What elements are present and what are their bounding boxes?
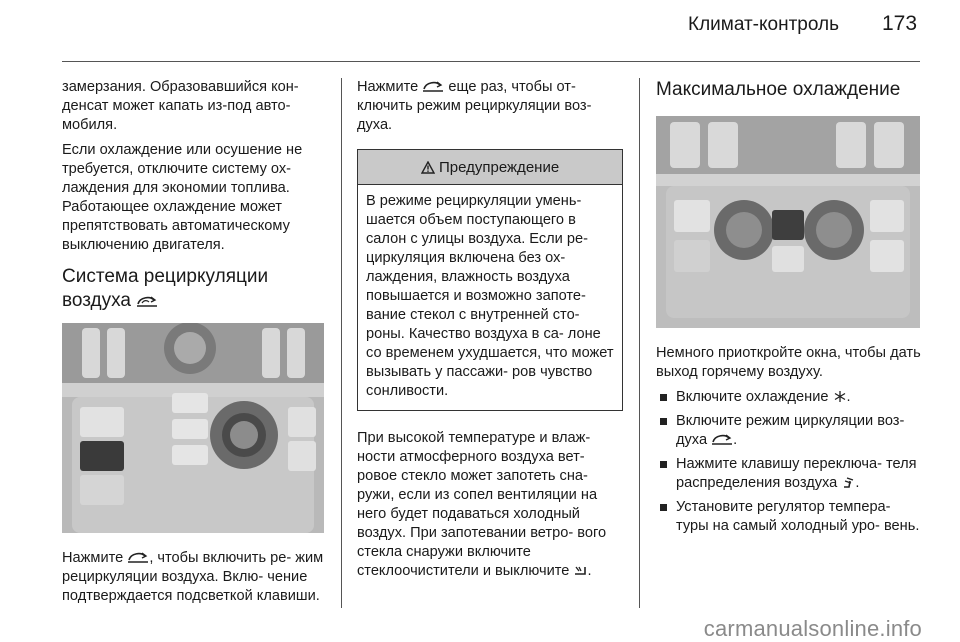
text: . [733,432,738,448]
windscreen-air-icon [573,564,587,577]
list-item [656,498,924,536]
text: Нажмите [357,79,419,95]
column-left [62,78,324,612]
section-heading-recirculation [62,265,324,313]
text: При высокой температуре и влаж- ности атмосферного воздуха вет- ровое стекло может запотеть сна- ружи, если из сопел вентиляции на него будет подаваться холодный воздух. При запотевании ветро- вого стекла снаружи включите стеклоочистители и выключите [357,430,607,579]
text: Нажмите клавишу переключа- теля распределения воздуха [676,456,917,491]
list-item [656,412,924,450]
column-divider [639,78,640,608]
text: Включите охлаждение [676,389,829,405]
column-middle [357,78,623,587]
page-number: 173 [882,12,918,35]
bullet [660,461,667,468]
text: Нажмите [62,550,124,566]
watermark [0,616,960,642]
text: Установите регулятор темпера- туры на самый холодный уро- вень. [676,499,920,534]
column-divider [341,78,342,608]
list-item [656,388,924,407]
paragraph [62,549,324,606]
snowflake-ac-icon [833,390,847,403]
heading-text: Система рециркуляции воздуха [62,266,269,311]
warning-header [358,150,622,185]
section-heading-max-cooling: Максимальное охлаждение [656,79,901,100]
watermark-text: carmanualsonline.info [703,616,922,641]
recirculation-icon [127,551,149,563]
paragraph: замерзания. Образовавшийся кон- денсат может капать из-под авто- мобиля. [62,79,299,133]
climate-panel-photo [656,116,920,328]
air-distribution-icon [841,476,855,489]
column-right [656,78,924,541]
paragraph [357,78,623,135]
warning-box [357,149,623,411]
list-item [656,455,924,493]
paragraph: Немного приоткройте окна, чтобы дать выход горячему воздуху. [656,345,921,380]
warning-title: Предупреждение [439,159,560,176]
header-title: Климат-контроль [688,14,839,35]
recirculation-icon [136,295,158,307]
text: . [587,563,592,579]
text: . [846,389,851,405]
paragraph [357,429,623,581]
bullet [660,504,667,511]
text: . [855,475,860,491]
text: , чтобы включить ре- жим рециркуляции воздуха. Вклю- чение подтверждается подсветкой клавиши. [62,550,324,604]
text: Включите режим циркуляции воз- духа [676,413,905,448]
header-divider [62,61,920,62]
climate-panel-photo [62,323,324,533]
recirculation-icon [422,80,444,92]
warning-triangle-icon [421,161,435,174]
bullet [660,394,667,401]
paragraph: Если охлаждение или осушение не требуется, отключите систему ох- лаждения для экономии топлива. Работающее охлаждение может препятствовать автоматическому выключению двигателя. [62,142,303,253]
text: еще раз, чтобы от- ключить режим рециркуляции воз- духа. [357,79,592,133]
recirculation-icon [711,433,733,445]
bullet [660,418,667,425]
warning-text: В режиме рециркуляции умень- шается объем поступающего в салон с улицы воздуха. Если ре- циркуляция включена без ох- лаждения, влажность воздуха повышается и возможно запоте- вание стекол с внутренней сто- роны. Качество воздуха в са- лоне со временем ухудшается, что может вызывать у пассажи- ров чувство сонливости. [366,193,614,399]
